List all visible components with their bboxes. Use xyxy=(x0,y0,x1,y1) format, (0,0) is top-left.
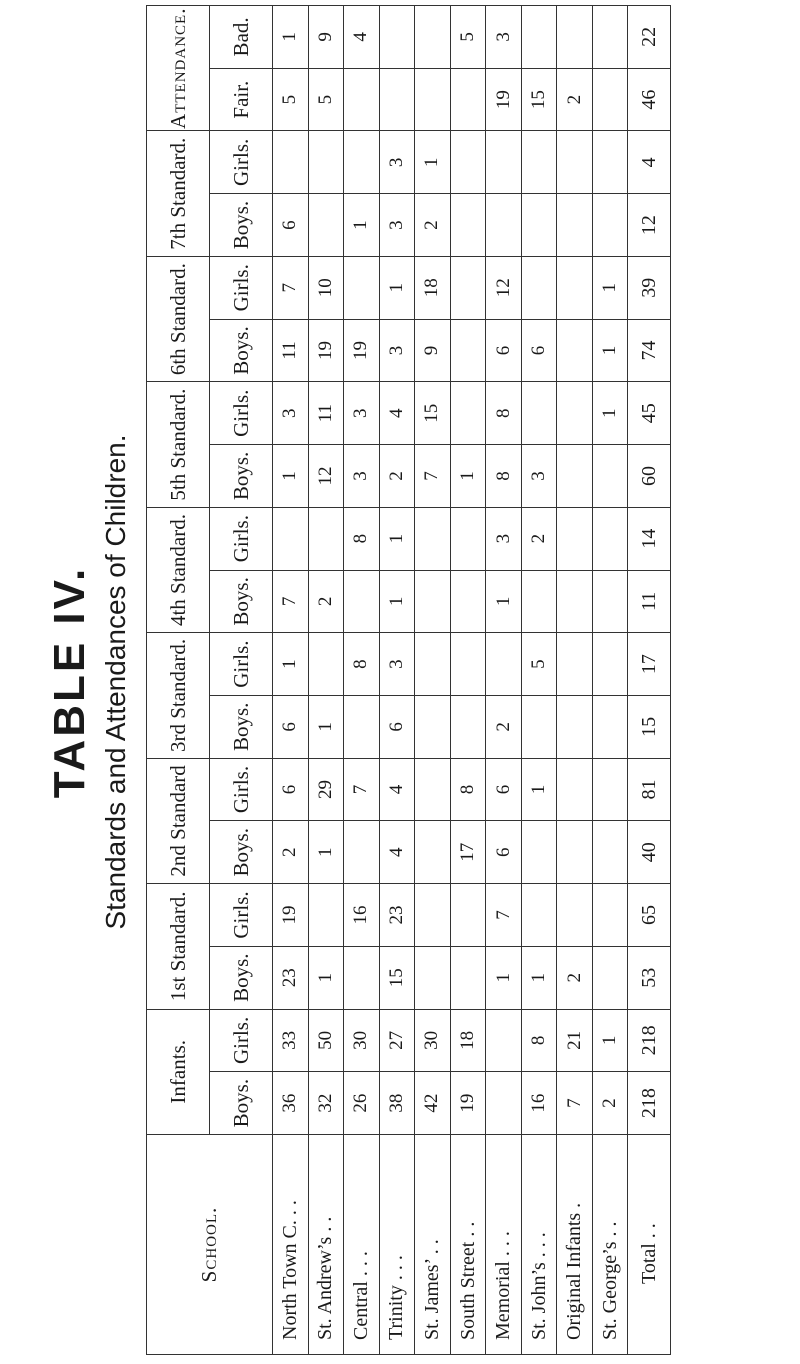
value-cell: 6 xyxy=(273,194,309,257)
value-cell xyxy=(415,946,451,1009)
value-cell: 5 xyxy=(273,68,309,131)
value-cell: 1 xyxy=(592,1009,628,1072)
value-cell xyxy=(273,507,309,570)
value-cell: 12 xyxy=(308,445,344,508)
value-cell xyxy=(521,884,557,947)
school-name-cell: Memorial . . . xyxy=(486,1135,522,1355)
value-cell: 7 xyxy=(273,256,309,319)
value-cell xyxy=(450,319,486,382)
value-cell: 2 xyxy=(273,821,309,884)
value-cell xyxy=(592,695,628,758)
value-cell xyxy=(521,695,557,758)
value-cell xyxy=(415,695,451,758)
value-cell: 1 xyxy=(308,946,344,1009)
table-body xyxy=(273,6,671,1355)
value-cell: 6 xyxy=(379,695,415,758)
value-cell xyxy=(521,131,557,194)
value-cell xyxy=(344,570,380,633)
value-cell xyxy=(415,507,451,570)
group-5th-standard: 5th Standard. xyxy=(147,382,210,507)
value-cell: 7 xyxy=(486,884,522,947)
value-cell: 36 xyxy=(273,1072,309,1135)
value-cell: 23 xyxy=(273,946,309,1009)
value-cell: 2 xyxy=(379,445,415,508)
value-cell xyxy=(450,256,486,319)
value-cell: 11 xyxy=(308,382,344,445)
value-cell: 3 xyxy=(379,131,415,194)
school-name-cell: Trinity . . . xyxy=(379,1135,415,1355)
subheader-cell: Boys. xyxy=(210,821,273,884)
value-cell: 18 xyxy=(450,1009,486,1072)
value-cell xyxy=(344,68,380,131)
value-cell: 1 xyxy=(344,194,380,257)
total-value-cell: 46 xyxy=(628,68,671,131)
table-row xyxy=(415,6,451,1355)
value-cell: 6 xyxy=(486,758,522,821)
value-cell xyxy=(557,319,593,382)
value-cell: 6 xyxy=(273,695,309,758)
subheader-cell: Girls. xyxy=(210,1009,273,1072)
total-value-cell: 45 xyxy=(628,382,671,445)
value-cell xyxy=(450,633,486,696)
group-infants: Infants. xyxy=(147,1009,210,1134)
value-cell: 3 xyxy=(486,6,522,69)
table-row xyxy=(344,6,380,1355)
value-cell xyxy=(450,695,486,758)
value-cell: 5 xyxy=(521,633,557,696)
value-cell: 4 xyxy=(379,758,415,821)
value-cell: 3 xyxy=(379,194,415,257)
value-cell xyxy=(592,821,628,884)
total-value-cell: 81 xyxy=(628,758,671,821)
value-cell: 26 xyxy=(344,1072,380,1135)
value-cell: 19 xyxy=(273,884,309,947)
value-cell: 1 xyxy=(415,131,451,194)
value-cell xyxy=(486,633,522,696)
school-name-cell: South Street . . xyxy=(450,1135,486,1355)
value-cell: 8 xyxy=(486,445,522,508)
value-cell: 32 xyxy=(308,1072,344,1135)
value-cell xyxy=(521,570,557,633)
value-cell xyxy=(415,758,451,821)
value-cell: 1 xyxy=(521,946,557,1009)
value-cell: 2 xyxy=(308,570,344,633)
value-cell: 1 xyxy=(521,758,557,821)
group-attendance: Attendance. xyxy=(147,6,210,132)
value-cell: 10 xyxy=(308,256,344,319)
total-value-cell: 15 xyxy=(628,695,671,758)
value-cell: 38 xyxy=(379,1072,415,1135)
total-value-cell: 218 xyxy=(628,1072,671,1135)
subheader-cell: Girls. xyxy=(210,884,273,947)
value-cell xyxy=(344,131,380,194)
value-cell: 30 xyxy=(415,1009,451,1072)
value-cell: 5 xyxy=(450,6,486,69)
total-label-cell: Total . . xyxy=(628,1135,671,1355)
value-cell: 1 xyxy=(379,256,415,319)
value-cell: 7 xyxy=(273,570,309,633)
value-cell xyxy=(557,884,593,947)
value-cell xyxy=(486,1072,522,1135)
value-cell: 11 xyxy=(273,319,309,382)
value-cell xyxy=(450,507,486,570)
value-cell xyxy=(592,6,628,69)
group-header-row xyxy=(147,6,210,1355)
subheader-cell: Girls. xyxy=(210,633,273,696)
total-value-cell: 39 xyxy=(628,256,671,319)
value-cell xyxy=(557,6,593,69)
value-cell: 23 xyxy=(379,884,415,947)
value-cell xyxy=(557,570,593,633)
total-value-cell: 218 xyxy=(628,1009,671,1072)
school-name-cell: St. George’s . . xyxy=(592,1135,628,1355)
value-cell: 1 xyxy=(592,382,628,445)
value-cell xyxy=(450,570,486,633)
value-cell: 3 xyxy=(344,445,380,508)
table-title: TABLE IV. xyxy=(45,565,94,799)
value-cell: 2 xyxy=(415,194,451,257)
value-cell xyxy=(592,758,628,821)
value-cell: 2 xyxy=(557,68,593,131)
table-frame xyxy=(146,5,671,1355)
table-row xyxy=(521,6,557,1355)
group-4th-standard: 4th Standard. xyxy=(147,507,210,632)
table-row xyxy=(308,6,344,1355)
value-cell xyxy=(557,194,593,257)
subheader-cell: Boys. xyxy=(210,319,273,382)
value-cell: 2 xyxy=(486,695,522,758)
value-cell: 17 xyxy=(450,821,486,884)
page-heading xyxy=(0,0,140,1364)
value-cell: 19 xyxy=(344,319,380,382)
value-cell: 19 xyxy=(486,68,522,131)
school-name-cell: St. John’s . . . xyxy=(521,1135,557,1355)
table-row xyxy=(486,6,522,1355)
value-cell: 8 xyxy=(450,758,486,821)
table-subtitle: Standards and Attendances of Children. xyxy=(100,434,131,930)
subheader-cell: Girls. xyxy=(210,507,273,570)
value-cell xyxy=(521,6,557,69)
value-cell xyxy=(557,758,593,821)
value-cell xyxy=(557,131,593,194)
value-cell: 7 xyxy=(415,445,451,508)
subheader-cell: Girls. xyxy=(210,131,273,194)
value-cell xyxy=(344,946,380,1009)
value-cell: 8 xyxy=(486,382,522,445)
value-cell: 8 xyxy=(521,1009,557,1072)
value-cell: 2 xyxy=(521,507,557,570)
subheader-cell: Girls. xyxy=(210,256,273,319)
value-cell xyxy=(450,68,486,131)
subheader-cell: Bad. xyxy=(210,6,273,69)
value-cell xyxy=(344,821,380,884)
value-cell xyxy=(450,131,486,194)
value-cell xyxy=(557,821,593,884)
value-cell xyxy=(344,695,380,758)
total-value-cell: 53 xyxy=(628,946,671,1009)
value-cell xyxy=(450,194,486,257)
value-cell xyxy=(592,507,628,570)
value-cell: 16 xyxy=(521,1072,557,1135)
table-row xyxy=(592,6,628,1355)
value-cell: 5 xyxy=(308,68,344,131)
value-cell: 1 xyxy=(273,633,309,696)
value-cell xyxy=(486,194,522,257)
value-cell: 1 xyxy=(450,445,486,508)
value-cell xyxy=(521,382,557,445)
value-cell xyxy=(592,633,628,696)
value-cell xyxy=(557,382,593,445)
value-cell: 30 xyxy=(344,1009,380,1072)
value-cell: 3 xyxy=(273,382,309,445)
school-name-cell: North Town C. . . xyxy=(273,1135,309,1355)
value-cell xyxy=(557,695,593,758)
total-value-cell: 11 xyxy=(628,570,671,633)
value-cell xyxy=(450,884,486,947)
school-name-cell: St. Andrew’s . . xyxy=(308,1135,344,1355)
value-cell: 29 xyxy=(308,758,344,821)
total-row xyxy=(628,6,671,1355)
value-cell: 27 xyxy=(379,1009,415,1072)
value-cell xyxy=(592,884,628,947)
total-value-cell: 65 xyxy=(628,884,671,947)
value-cell xyxy=(450,946,486,1009)
value-cell: 1 xyxy=(308,695,344,758)
subheader-cell: Fair. xyxy=(210,68,273,131)
value-cell: 3 xyxy=(521,445,557,508)
group-3rd-standard: 3rd Standard. xyxy=(147,633,210,758)
value-cell xyxy=(486,131,522,194)
value-cell xyxy=(308,884,344,947)
value-cell: 42 xyxy=(415,1072,451,1135)
value-cell: 7 xyxy=(557,1072,593,1135)
value-cell: 1 xyxy=(273,6,309,69)
group-7th-standard: 7th Standard. xyxy=(147,131,210,256)
school-name-cell: St. James’ . . xyxy=(415,1135,451,1355)
value-cell xyxy=(557,445,593,508)
value-cell: 4 xyxy=(379,382,415,445)
group-2nd-standard: 2nd Standard xyxy=(147,758,210,883)
value-cell xyxy=(308,131,344,194)
value-cell: 1 xyxy=(308,821,344,884)
table-row xyxy=(557,6,593,1355)
value-cell: 6 xyxy=(486,319,522,382)
school-name-cell: Central . . . xyxy=(344,1135,380,1355)
value-cell xyxy=(521,194,557,257)
value-cell: 2 xyxy=(557,946,593,1009)
value-cell: 1 xyxy=(273,445,309,508)
subheader-cell: Girls. xyxy=(210,758,273,821)
value-cell xyxy=(308,507,344,570)
value-cell xyxy=(415,68,451,131)
subheader-cell: Boys. xyxy=(210,194,273,257)
total-value-cell: 17 xyxy=(628,633,671,696)
value-cell: 8 xyxy=(344,633,380,696)
value-cell xyxy=(557,256,593,319)
value-cell: 4 xyxy=(344,6,380,69)
value-cell: 1 xyxy=(379,507,415,570)
value-cell: 15 xyxy=(415,382,451,445)
rotated-table-wrapper xyxy=(146,5,671,1355)
value-cell: 3 xyxy=(379,319,415,382)
value-cell xyxy=(521,256,557,319)
value-cell: 9 xyxy=(415,319,451,382)
value-cell: 3 xyxy=(486,507,522,570)
value-cell: 33 xyxy=(273,1009,309,1072)
value-cell: 4 xyxy=(379,821,415,884)
value-cell: 1 xyxy=(592,319,628,382)
value-cell: 50 xyxy=(308,1009,344,1072)
value-cell: 21 xyxy=(557,1009,593,1072)
total-value-cell: 60 xyxy=(628,445,671,508)
value-cell xyxy=(308,194,344,257)
value-cell: 1 xyxy=(592,256,628,319)
value-cell xyxy=(521,821,557,884)
value-cell xyxy=(592,570,628,633)
value-cell: 9 xyxy=(308,6,344,69)
value-cell: 19 xyxy=(308,319,344,382)
value-cell: 3 xyxy=(344,382,380,445)
value-cell xyxy=(415,6,451,69)
total-value-cell: 40 xyxy=(628,821,671,884)
subheader-cell: Girls. xyxy=(210,382,273,445)
value-cell: 6 xyxy=(486,821,522,884)
total-value-cell: 14 xyxy=(628,507,671,570)
value-cell xyxy=(415,884,451,947)
value-cell: 19 xyxy=(450,1072,486,1135)
value-cell xyxy=(308,633,344,696)
value-cell: 16 xyxy=(344,884,380,947)
value-cell: 1 xyxy=(486,570,522,633)
value-cell xyxy=(379,6,415,69)
standards-table xyxy=(146,5,671,1355)
table-row xyxy=(379,6,415,1355)
value-cell: 15 xyxy=(521,68,557,131)
value-cell xyxy=(592,194,628,257)
value-cell: 8 xyxy=(344,507,380,570)
total-value-cell: 4 xyxy=(628,131,671,194)
subheader-cell: Boys. xyxy=(210,1072,273,1135)
value-cell xyxy=(415,570,451,633)
value-cell xyxy=(486,1009,522,1072)
value-cell: 6 xyxy=(273,758,309,821)
value-cell xyxy=(557,633,593,696)
table-row xyxy=(273,6,309,1355)
value-cell xyxy=(450,382,486,445)
total-value-cell: 74 xyxy=(628,319,671,382)
value-cell: 7 xyxy=(344,758,380,821)
total-value-cell: 12 xyxy=(628,194,671,257)
subheader-cell: Boys. xyxy=(210,695,273,758)
total-value-cell: 22 xyxy=(628,6,671,69)
value-cell xyxy=(592,445,628,508)
subheader-cell: Boys. xyxy=(210,570,273,633)
value-cell xyxy=(344,256,380,319)
value-cell xyxy=(557,507,593,570)
value-cell: 18 xyxy=(415,256,451,319)
group-6th-standard: 6th Standard. xyxy=(147,256,210,381)
value-cell xyxy=(592,946,628,1009)
group-1st-standard: 1st Standard. xyxy=(147,884,210,1009)
value-cell: 6 xyxy=(521,319,557,382)
value-cell: 15 xyxy=(379,946,415,1009)
value-cell xyxy=(592,131,628,194)
value-cell xyxy=(273,131,309,194)
subheader-cell: Boys. xyxy=(210,445,273,508)
school-name-cell: Original Infants . xyxy=(557,1135,593,1355)
value-cell: 1 xyxy=(379,570,415,633)
value-cell: 2 xyxy=(592,1072,628,1135)
value-cell: 1 xyxy=(486,946,522,1009)
value-cell xyxy=(379,68,415,131)
value-cell: 3 xyxy=(379,633,415,696)
table-row xyxy=(450,6,486,1355)
value-cell xyxy=(415,821,451,884)
subheader-cell: Boys. xyxy=(210,946,273,1009)
value-cell xyxy=(415,633,451,696)
value-cell: 12 xyxy=(486,256,522,319)
value-cell xyxy=(592,68,628,131)
school-column-header: School. xyxy=(147,1135,273,1355)
